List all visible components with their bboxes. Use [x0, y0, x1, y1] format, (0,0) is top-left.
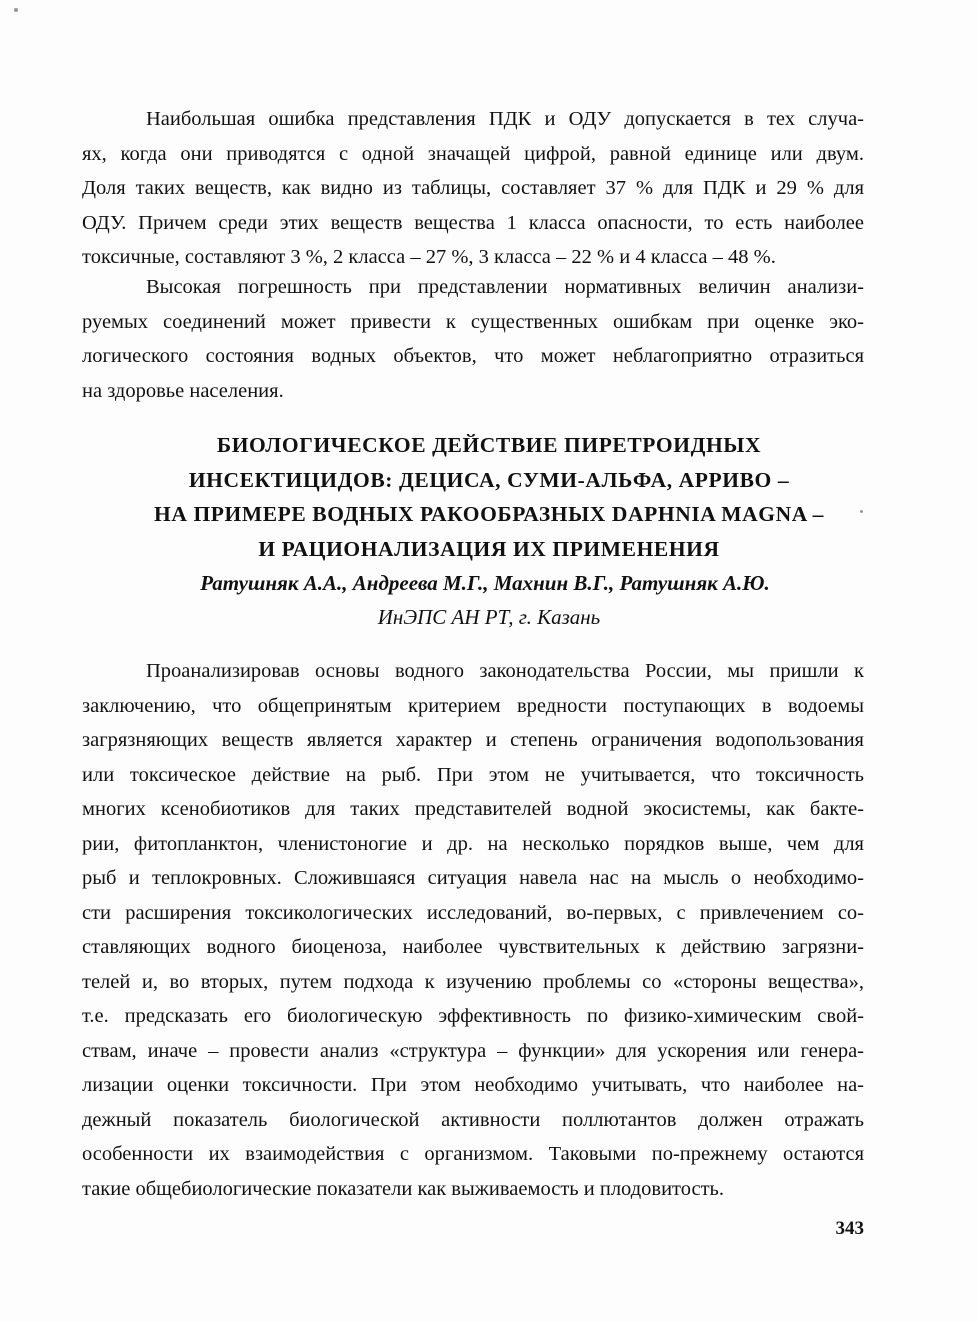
text-line: ях, когда они приводятся с одной значащей цифрой, равной единице или двум.: [82, 142, 864, 165]
text-line: ствам, иначе – провести анализ «структура – функции» для ускорения или генера-: [82, 1039, 864, 1062]
article-title-line: НА ПРИМЕРЕ ВОДНЫХ РАКООБРАЗНЫХ DAPHNIA MAGNA –: [154, 502, 824, 526]
intro-paragraph-2: [82, 270, 864, 408]
text-line: Высокая погрешность при представлении нормативных величин анализи-: [146, 276, 864, 298]
text-line: логического состояния водных объектов, что может неблагоприятно отразиться: [82, 345, 864, 367]
text-line: такие общебиологические показатели как выживаемость и плодовитость.: [82, 1177, 725, 1200]
text-line: ставляющих водного биоценоза, наиболее чувствительных к действию загрязни-: [82, 936, 864, 958]
text-line: т.е. предсказать его биологическую эффективность по физико-химическим свой-: [82, 1005, 864, 1027]
text-line: ОДУ. Причем среди этих веществ вещества 1 класса опасности, то есть наиболее: [82, 211, 864, 234]
intro-paragraph-1: [82, 102, 864, 275]
text-line: телей и, во вторых, путем подхода к изучению проблемы со «стороны вещества»,: [82, 970, 864, 993]
text-line: рыб и теплокровных. Сложившаяся ситуация навела нас на мысль о необходимо-: [82, 867, 864, 889]
text-line: рии, фитопланктон, членистоногие и др. на несколько порядков выше, чем для: [82, 832, 864, 855]
article-body: [82, 654, 864, 1206]
article-heading: [82, 428, 896, 634]
article-title-line: ИНСЕКТИЦИДОВ: ДЕЦИСА, СУМИ-АЛЬФА, АРРИВО –: [188, 467, 790, 492]
text-line: особенности их взаимодействия с организмом. Таковыми по-прежнему остаются: [82, 1143, 864, 1165]
article-authors: Ратушняк А.А., Андреева М.Г., Махнин В.Г., Ратушняк А.Ю.: [200, 571, 770, 595]
text-line: дежный показатель биологической активности поллютантов должен отражать: [82, 1108, 864, 1131]
text-line: заключению, что общепринятым критерием вредности поступающих в водоемы: [82, 694, 864, 717]
text-line: Доля таких веществ, как видно из таблицы, составляет 37 % для ПДК и 29 % для: [82, 177, 864, 199]
text-line: многих ксенобиотиков для таких представителей водной экосистемы, как бакте-: [82, 798, 864, 820]
scan-speck: [14, 8, 18, 12]
text-line: токсичные, составляют 3 %, 2 класса – 27 %, 3 класса – 22 % и 4 класса – 48 %.: [82, 246, 776, 268]
article-title-line: БИОЛОГИЧЕСКОЕ ДЕЙСТВИЕ ПИРЕТРОИДНЫХ: [216, 433, 762, 457]
text-line: Проанализировав основы водного законодательства России, мы пришли к: [146, 660, 864, 682]
text-line: руемых соединений может привести к существенных ошибкам при оценке эко-: [82, 310, 864, 333]
text-line: или токсическое действие на рыб. При этом не учитывается, что токсичность: [82, 763, 864, 786]
page-number: 343: [835, 1218, 864, 1239]
text-line: на здоровье населения.: [82, 379, 284, 402]
text-line: Наибольшая ошибка представления ПДК и ОДУ допускается в тех случа-: [146, 108, 864, 130]
text-line: загрязняющих веществ является характер и степень ограничения водопользования: [82, 729, 864, 751]
article-title-line: И РАЦИОНАЛИЗАЦИЯ ИХ ПРИМЕНЕНИЯ: [258, 536, 720, 561]
text-line: сти расширения токсикологических исследований, во-первых, с привлечением со-: [82, 901, 864, 924]
article-affiliation: ИнЭПС АН РТ, г. Казань: [377, 605, 601, 629]
text-line: лизации оценки токсичности. При этом необходимо учитывать, что наиболее на-: [82, 1074, 864, 1096]
